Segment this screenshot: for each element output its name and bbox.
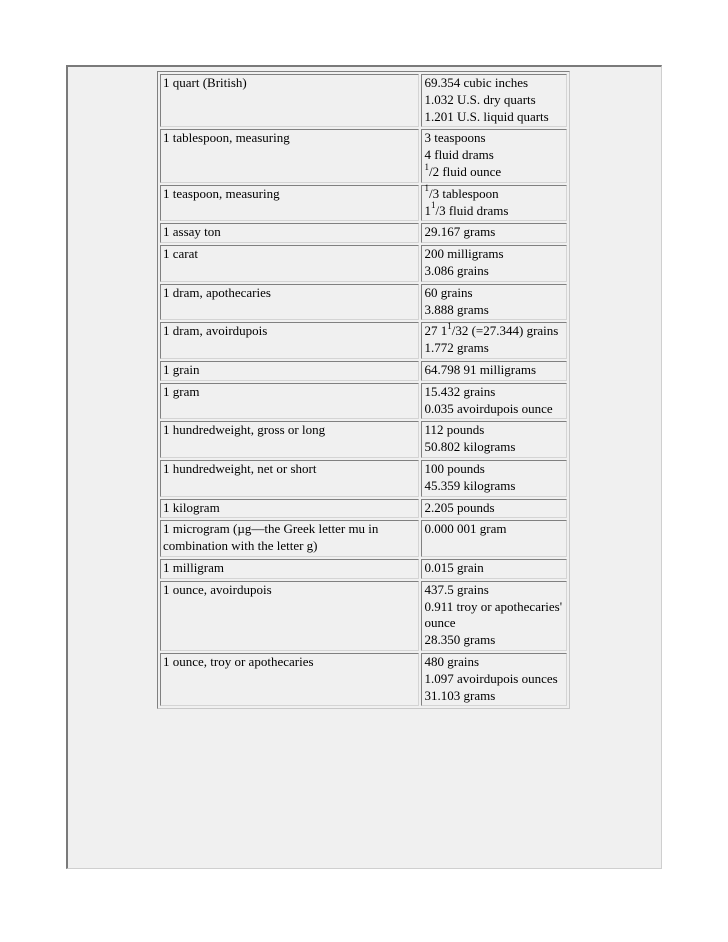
- unit-label: 1 hundredweight, net or short: [163, 460, 317, 476]
- equivalent-line: 15.432 grains: [424, 383, 496, 399]
- equivalent-line: 0.015 grain: [424, 559, 484, 575]
- unit-cell: [160, 383, 419, 420]
- equivalent-line: [424, 323, 565, 340]
- unit-label: 1 carat: [163, 246, 199, 262]
- equivalent-line: [424, 200, 565, 220]
- unit-cell: [160, 361, 419, 381]
- fraction-numerator: 1: [430, 200, 436, 211]
- equivalent-line: 3 teaspoons: [424, 130, 486, 146]
- equivalent-line: [424, 161, 565, 181]
- whole-number: 27 1: [424, 323, 448, 339]
- unit-cell: [160, 421, 419, 458]
- table-row: [160, 499, 567, 519]
- unit-label: 1 milligram: [163, 559, 225, 575]
- fraction-numerator: 1: [424, 161, 429, 172]
- unit-label: 1 teaspoon, measuring: [163, 185, 280, 201]
- unit-label: 1 dram, apothecaries: [163, 284, 271, 300]
- unit-label: 1 ounce, avoirdupois: [163, 581, 272, 597]
- fraction-text: /3 fluid drams: [435, 202, 509, 218]
- fraction-numerator: 1: [447, 321, 452, 332]
- unit-label: 1 grain: [163, 361, 200, 377]
- equivalent-line: 112 pounds: [424, 422, 485, 438]
- equivalent-cell: [421, 129, 567, 182]
- equivalent-line: [424, 183, 565, 203]
- unit-cell: [160, 559, 419, 579]
- equivalent-line: 1.201 U.S. liquid quarts: [424, 108, 549, 124]
- table-row: [160, 322, 567, 359]
- table-row: [160, 245, 567, 282]
- equivalent-cell: [421, 421, 567, 458]
- fraction-text: /3 tablespoon: [428, 185, 499, 201]
- table-row: [160, 361, 567, 381]
- table-row: [160, 559, 567, 579]
- table-row: [160, 284, 567, 321]
- unit-cell: [160, 223, 419, 243]
- equivalent-line: 200 milligrams: [424, 246, 504, 262]
- equivalent-cell: [421, 284, 567, 321]
- equivalent-line: 28.350 grams: [424, 632, 496, 648]
- equivalent-line: 60 grains: [424, 284, 473, 300]
- equivalent-line: 3.888 grams: [424, 301, 489, 317]
- equivalent-cell: [421, 361, 567, 381]
- whole-number: 1: [424, 202, 431, 218]
- unit-label: 1 assay ton: [163, 224, 221, 240]
- unit-cell: [160, 322, 419, 359]
- unit-cell: [160, 74, 419, 127]
- table-row: [160, 223, 567, 243]
- equivalent-cell: [421, 653, 567, 706]
- unit-label: 1 hundredweight, gross or long: [163, 422, 326, 438]
- unit-cell: [160, 245, 419, 282]
- fraction-numerator: 1: [424, 183, 429, 194]
- table-row: [160, 460, 567, 497]
- unit-cell: [160, 284, 419, 321]
- unit-label: 1 tablespoon, measuring: [163, 130, 290, 146]
- equivalent-cell: [421, 185, 567, 222]
- table-row: [160, 581, 567, 651]
- equivalent-cell: [421, 322, 567, 359]
- equivalent-line: 100 pounds: [424, 460, 485, 476]
- equivalent-line: 1.097 avoirdupois ounces: [424, 670, 558, 686]
- table-row: [160, 74, 567, 127]
- table-row: [160, 653, 567, 706]
- unit-cell: [160, 581, 419, 651]
- equivalent-cell: [421, 383, 567, 420]
- equivalent-line: 480 grains: [424, 653, 480, 669]
- unit-cell: [160, 520, 419, 557]
- equivalent-line: 1.032 U.S. dry quarts: [424, 91, 536, 107]
- table-row: [160, 520, 567, 557]
- equivalent-cell: [421, 245, 567, 282]
- equivalent-line: 3.086 grains: [424, 262, 489, 278]
- equivalent-cell: [421, 223, 567, 243]
- equivalent-line: 45.359 kilograms: [424, 477, 516, 493]
- equivalent-line: 29.167 grams: [424, 224, 496, 240]
- equivalent-line: 437.5 grains: [424, 581, 489, 597]
- equivalent-line: 0.035 avoirdupois ounce: [424, 400, 553, 416]
- conversion-table-body: [160, 74, 567, 706]
- conversion-table: [157, 71, 570, 709]
- equivalent-cell: [421, 460, 567, 497]
- equivalent-line: 50.802 kilograms: [424, 439, 516, 455]
- equivalent-line: 1.772 grams: [424, 340, 489, 356]
- unit-label: 1 ounce, troy or apothecaries: [163, 653, 314, 669]
- equivalent-cell: [421, 581, 567, 651]
- equivalent-cell: [421, 520, 567, 557]
- table-row: [160, 421, 567, 458]
- unit-cell: [160, 129, 419, 182]
- table-row: [160, 383, 567, 420]
- table-row: [160, 129, 567, 182]
- equivalent-line: 0.000 001 gram: [424, 521, 507, 537]
- equivalent-cell: [421, 559, 567, 579]
- equivalent-line: 0.911 troy or apothecaries' ounce: [424, 598, 563, 631]
- equivalent-cell: [421, 499, 567, 519]
- unit-label: 1 quart (British): [163, 75, 247, 90]
- unit-label: 1 dram, avoirdupois: [163, 323, 268, 339]
- unit-label: 1 kilogram: [163, 499, 220, 515]
- equivalent-cell: [421, 74, 567, 127]
- equivalent-line: 4 fluid drams: [424, 147, 494, 163]
- equivalent-line: 64.798 91 milligrams: [424, 361, 537, 377]
- equivalent-line: 31.103 grams: [424, 687, 496, 703]
- equivalent-line: 2.205 pounds: [424, 499, 495, 515]
- table-row: [160, 185, 567, 222]
- equivalent-line: 69.354 cubic inches: [424, 75, 529, 90]
- unit-cell: [160, 653, 419, 706]
- unit-label: 1 microgram (µg—the Greek letter mu in combination with the letter g): [163, 521, 379, 554]
- unit-cell: [160, 460, 419, 497]
- unit-cell: [160, 499, 419, 519]
- fraction-text: /2 fluid ounce: [428, 163, 502, 179]
- unit-label: 1 gram: [163, 383, 200, 399]
- unit-cell: [160, 185, 419, 222]
- fraction-text: /32 (=27.344) grains: [451, 323, 559, 339]
